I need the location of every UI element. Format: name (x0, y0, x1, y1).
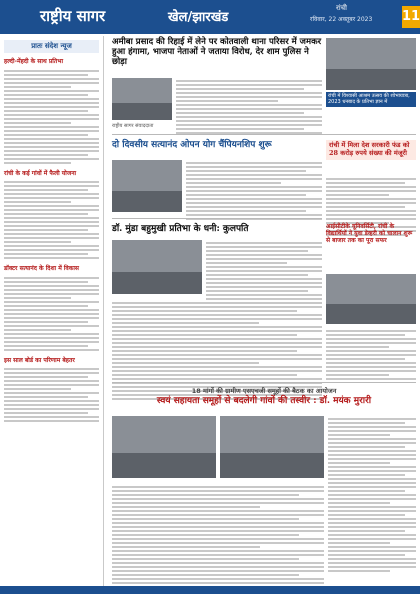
sidebar-headline: रांची में मिला देश सरकारी फंड को 28 करोड़ रुपये संख्या की मंजूरी (326, 140, 416, 160)
left-headline: हल्दी-मेंहदी के साथ प्रतिभा (4, 58, 63, 65)
munda-photo (112, 240, 202, 294)
ranchi-article-text (326, 328, 416, 382)
yoga-article-text (186, 160, 322, 222)
lead-article-text (176, 78, 322, 136)
munda-article-text (206, 240, 322, 306)
article-text-block (0, 365, 103, 425)
photo-caption: रांची में विश्वासी आश्रम उत्सव की शोभायात्रा, 2023 धनबाद के प्रतिभा ज्ञान में (326, 92, 416, 107)
article-text-block (0, 67, 103, 167)
shg-photo (220, 416, 324, 478)
left-headline: डॉक्टर सत्यानंद के दिशा में विकास (4, 265, 79, 272)
yoga-headline: दो दिवसीय सत्यानंद ओपन योग चैंपियनशिप शुरू (112, 140, 272, 150)
brief-section-title: प्रातः संदेश न्यूज (4, 40, 99, 53)
page-footer (0, 586, 420, 594)
lead-article-photo (112, 78, 172, 120)
section-title: खेल/झारखंड (168, 10, 229, 25)
ranchi-headline: आईसीटीके यूनिवर्सिटी, रांची के विद्यार्थियों ने युवा डेव्हरी को चालान शुरू से बाजार तक का पूरा सफर (326, 223, 413, 244)
left-headline: इस साल बोर्ड का परिणाम बेहतर (4, 356, 75, 364)
article-text-block (0, 178, 103, 262)
story-divider (112, 382, 416, 383)
shg-photo (112, 416, 216, 478)
edition-city: रांची (336, 4, 347, 12)
edition-date: रविवार, 22 अक्तूबर 2023 (310, 16, 373, 23)
lead-headline: अमीबा प्रसाद की रिहाई में लेने पर कोतवाली थाना परिसर में जमकर हुआ हंगामा, भाजपा नेताओं ने जताया विरोध, देर शाम पुलिस ने छोड़ा (112, 37, 322, 67)
article-text-block (0, 274, 103, 354)
story-divider (112, 218, 322, 219)
story-divider (112, 134, 416, 135)
left-news-column (0, 36, 104, 594)
bottom-headline: स्वयं सहायता समूहों से बदलेगी गांवों की तस्वीर : डॉ. मयंक मुरारी (156, 396, 372, 406)
lead-photo (326, 38, 416, 90)
ranchi-photo (326, 274, 416, 324)
masthead (0, 0, 420, 34)
newspaper-logo: राष्ट्रीय सागर (40, 7, 106, 25)
shg-article-text (112, 484, 324, 594)
page-number: 11 (402, 6, 420, 28)
left-headline: रांची के कई गांवों में फैली योजना (4, 169, 77, 177)
bottom-kicker: 18 मांगों की ग्रामीण एसएचजी समूहों की बैठक का आयोजन (191, 387, 337, 395)
munda-headline: डॉ. मुंडा बहुमुखी प्रतिभा के धनी: कुलपति (112, 224, 249, 234)
main-news-area (108, 36, 420, 594)
yoga-photo (112, 160, 182, 212)
byline: राष्ट्रीय सागर संवाददाता (112, 123, 154, 129)
shg-article-text (328, 416, 416, 574)
